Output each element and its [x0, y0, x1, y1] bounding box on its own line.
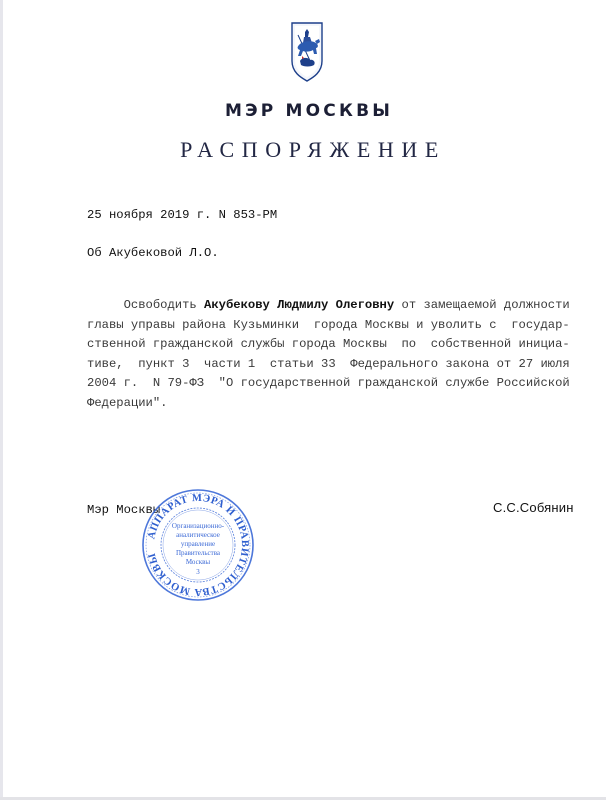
document-page	[3, 0, 606, 797]
body-line-5: 2004 г. N 79-ФЗ "О государственной гражданской службе Российской	[87, 376, 570, 391]
body-line-4: тиве, пункт 3 части 1 статьи 33 Федерального закона от 27 июля	[87, 356, 570, 371]
body-line-1-suffix: от замещаемой должности	[394, 298, 570, 312]
document-date-number: 25 ноября 2019 г. N 853-РМ	[87, 208, 278, 222]
stamp-line-5: Москвы	[185, 558, 211, 566]
stamp-line-1: Организационно-	[171, 522, 225, 530]
stamp-ring-text: АППАРАТ МЭРА И ПРАВИТЕЛЬСТВА МОСКВЫ	[146, 492, 251, 598]
document-subject: Об Акубековой Л.О.	[87, 246, 219, 260]
signer-title: Мэр Москвы	[87, 503, 161, 517]
document-type-heading: РАСПОРЯЖЕНИЕ	[180, 137, 446, 162]
stamp-line-3: управление	[180, 540, 216, 548]
stamp-line-2: аналитическое	[176, 531, 220, 539]
moscow-coat-of-arms-icon	[290, 21, 324, 83]
official-stamp-icon	[141, 488, 255, 602]
signer-name: С.С.Собянин	[493, 500, 574, 515]
document-body	[87, 296, 570, 414]
body-line-1-prefix: Освободить	[87, 298, 205, 312]
body-line-2: главы управы района Кузьминки города Москвы и уволить с государ-	[87, 317, 570, 332]
person-name: Акубекову Людмилу Олеговну	[204, 298, 395, 312]
issuer-heading: МЭР МОСКВЫ	[224, 101, 394, 121]
stamp-line-4: Правительства	[175, 549, 221, 557]
body-line-3: ственной гражданской службы города Москвы по собственной инициа-	[87, 337, 570, 352]
body-line-6: Федерации".	[87, 395, 168, 410]
stamp-line-6: 3	[196, 568, 200, 576]
